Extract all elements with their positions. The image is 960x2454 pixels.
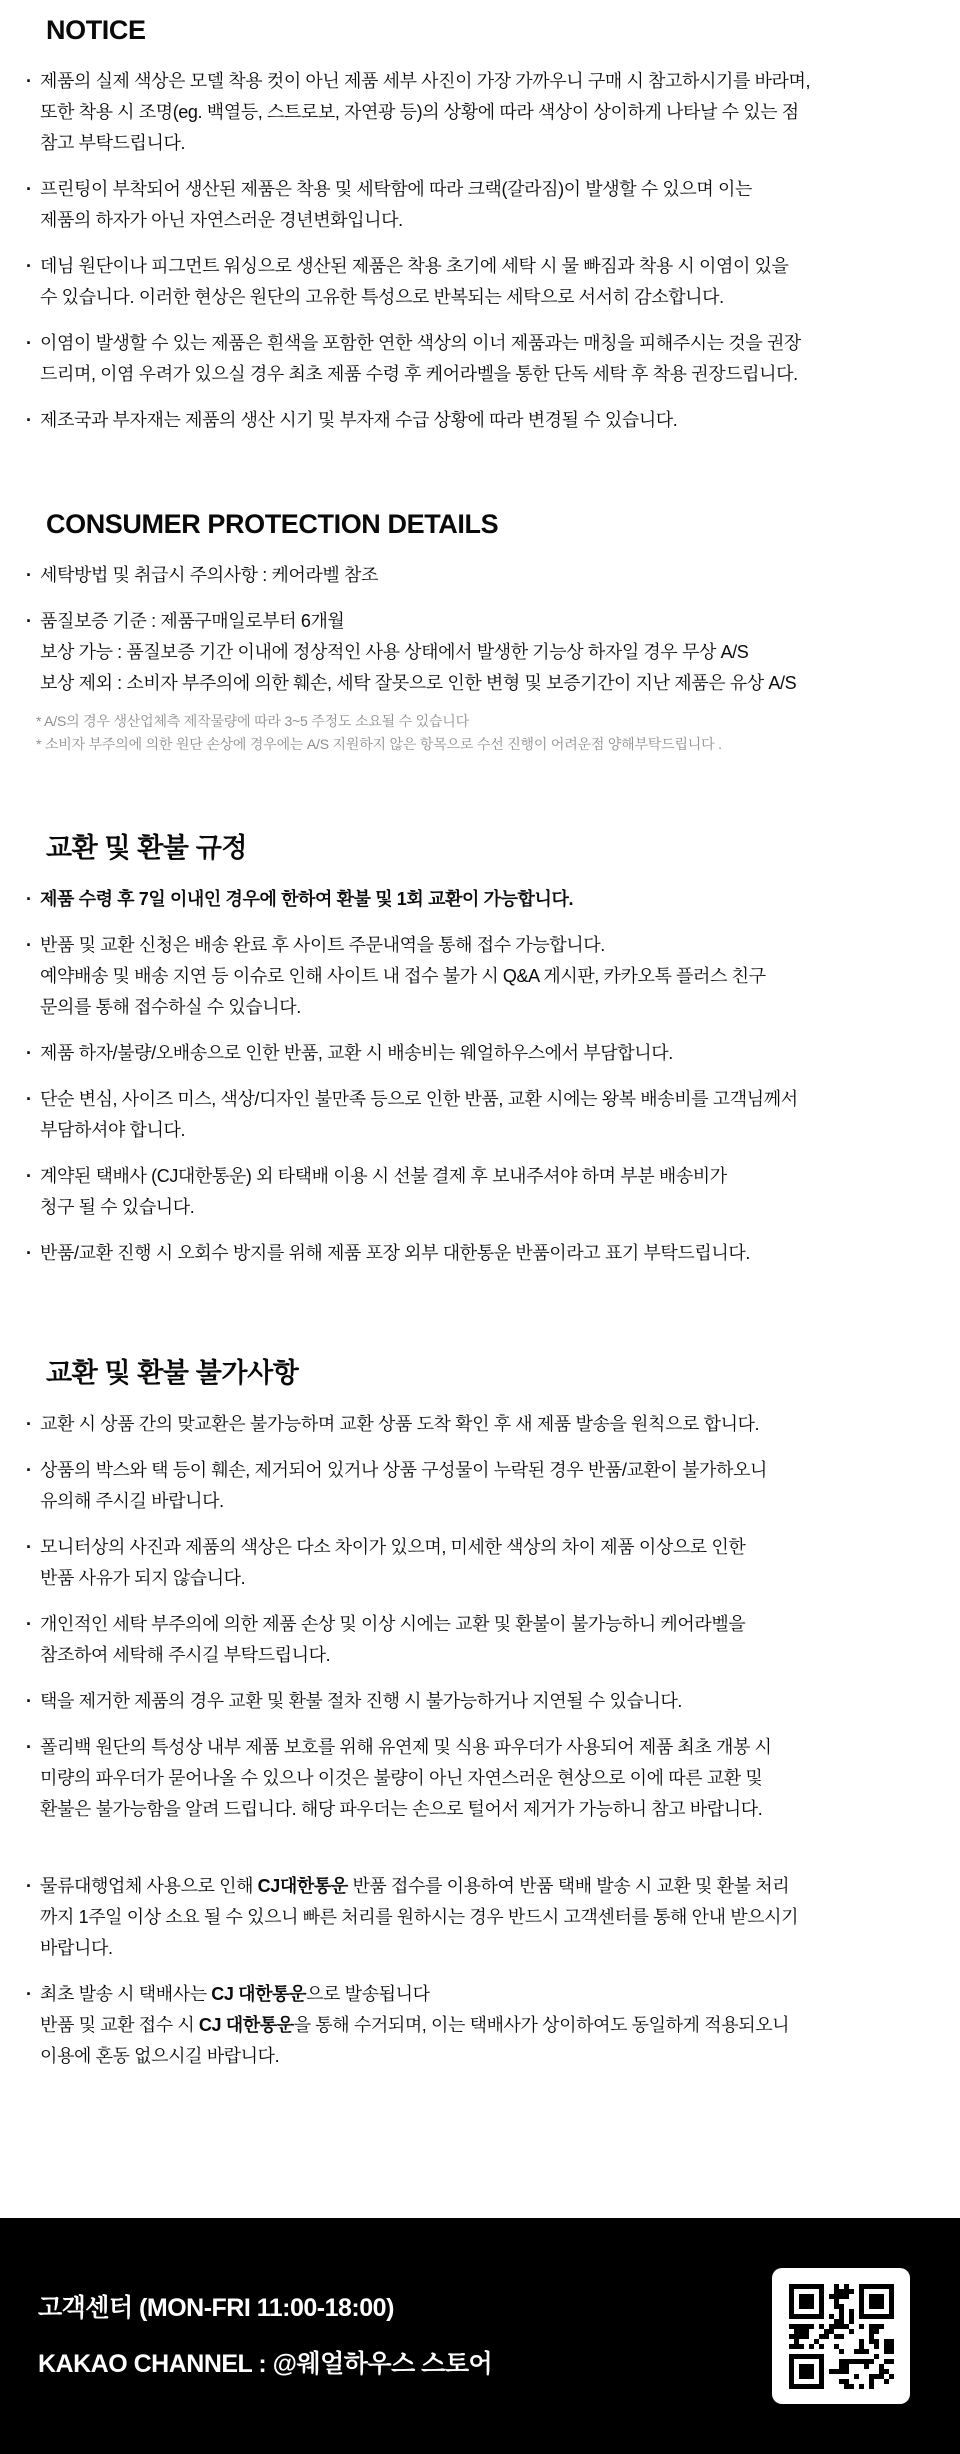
section-notice [0,14,960,436]
kakao-channel-qr-code [772,2268,910,2404]
bullet-item [0,560,960,591]
exchange-refund-exclusions-title: 교환 및 환불 불가사항 [46,1358,299,1388]
bullet-item [0,1871,960,1964]
exchange-refund-policy-body [0,884,960,1269]
exchange-refund-policy-title: 교환 및 환불 규정 [46,833,248,863]
text-line: 수 있습니다. 이러한 현상은 원단의 고유한 특성으로 반복되는 세탁으로 서서히 감소합니다. [40,287,724,307]
text-line: 미량의 파우더가 묻어나올 수 있으나 이것은 불량이 아닌 자연스러운 현상으로 이에 따른 교환 및 [40,1768,763,1788]
bullet-item [0,66,960,159]
bullet-dot-icon: · [26,1737,32,1757]
bullet-item [0,405,960,436]
bullet-item [0,884,960,915]
bullet-item [0,606,960,699]
text-line: 제품의 하자가 아닌 자연스러운 경년변화입니다. [40,210,403,230]
text-line: 제품 하자/불량/오배송으로 인한 반품, 교환 시 배송비는 웨얼하우스에서 부담합니다. [40,1043,673,1063]
bullet-item [0,1161,960,1223]
bullet-item [0,1979,960,2072]
bullet-item [0,1409,960,1440]
text-line: 부담하셔야 합니다. [40,1120,186,1140]
bullet-dot-icon: · [26,179,32,199]
notice-body [0,66,960,436]
text-line: 반품 및 교환 접수 시 CJ 대한통운을 통해 수거되며, 이는 택배사가 상이하여도 동일하게 적용되오니 [40,2015,790,2035]
bullet-dot-icon: · [26,1537,32,1557]
text-line: 프린팅이 부착되어 생산된 제품은 착용 및 세탁함에 따라 크랙(갈라짐)이 발생할 수 있으며 이는 [40,179,752,199]
qr-pattern [789,2284,894,2389]
bullet-dot-icon: · [26,565,32,585]
text-line: 세탁방법 및 취급시 주의사항 : 케어라벨 참조 [40,565,378,585]
text-line: 환불은 불가능함을 알려 드립니다. 해당 파우더는 손으로 털어서 제거가 가능하니 참고 바랍니다. [40,1799,763,1819]
text-line: 개인적인 세탁 부주의에 의한 제품 손상 및 이상 시에는 교환 및 환불이 불가능하니 케어라벨을 [40,1614,746,1634]
text-line: 데님 원단이나 피그먼트 워싱으로 생산된 제품은 착용 초기에 세탁 시 물 빠짐과 착용 시 이염이 있을 [40,256,789,276]
bullet-item [0,1732,960,1825]
bullet-dot-icon: · [26,1414,32,1434]
section-exchange-refund-exclusions [0,1357,960,2072]
section-exchange-refund-policy [0,832,960,1269]
consumer-protection-body [0,560,960,756]
text-line: 품질보증 기준 : 제품구매일로부터 6개월 [40,611,345,631]
note-item [0,710,960,756]
text-line: 또한 착용 시 조명(eg. 백열등, 스트로보, 자연광 등)의 상황에 따라 색상이 상이하게 나타날 수 있는 점 [40,102,799,122]
text-line: 모니터상의 사진과 제품의 색상은 다소 차이가 있으며, 미세한 색상의 차이 제품 이상으로 인한 [40,1537,746,1557]
notice-title: NOTICE [46,15,146,45]
text-line: 물류대행업체 사용으로 인해 CJ대한통운 반품 접수를 이용하여 반품 택배 발송 시 교환 및 환불 처리 [40,1876,790,1896]
text-line: * A/S의 경우 생산업체측 제작물량에 따라 3~5 주정도 소요될 수 있습니다 [36,713,469,729]
bullet-item [0,328,960,390]
text-line: 유의해 주시길 바랍니다. [40,1491,224,1511]
text-line: 예약배송 및 배송 지연 등 이슈로 인해 사이트 내 접수 불가 시 Q&A 게시판, 카카오톡 플러스 친구 [40,966,766,986]
bullet-dot-icon: · [26,1691,32,1711]
text-line: 제품 수령 후 7일 이내인 경우에 한하여 환불 및 1회 교환이 가능합니다. [40,889,574,909]
bullet-item [0,174,960,236]
bullet-dot-icon: · [26,1043,32,1063]
bullet-item [0,1455,960,1517]
footer [0,2218,960,2454]
bullet-dot-icon: · [26,935,32,955]
section-consumer-protection [0,508,960,756]
text-line: 상품의 박스와 택 등이 훼손, 제거되어 있거나 상품 구성물이 누락된 경우 반품/교환이 불가하오니 [40,1460,767,1480]
text-line: 바랍니다. [40,1938,113,1958]
bullet-dot-icon: · [26,333,32,353]
bullet-item [0,251,960,313]
text-line: 반품 및 교환 신청은 배송 완료 후 사이트 주문내역을 통해 접수 가능합니다. [40,935,605,955]
text-line: 보상 제외 : 소비자 부주의에 의한 훼손, 세탁 잘못으로 인한 변형 및 보증기간이 지난 제품은 유상 A/S [40,673,797,693]
kakao-channel-handle: KAKAO CHANNEL : @웨얼하우스 스토어 [38,2350,493,2378]
bullet-item [0,1084,960,1146]
text-line: 보상 가능 : 품질보증 기간 이내에 정상적인 사용 상태에서 발생한 기능상 하자일 경우 무상 A/S [40,642,749,662]
text-line: * 소비자 부주의에 의한 원단 손상에 경우에는 A/S 지원하지 않은 항목으로 수선 진행이 어려운점 양해부탁드립니다 . [36,736,722,752]
text-line: 이염이 발생할 수 있는 제품은 흰색을 포함한 연한 색상의 이너 제품과는 매칭을 피해주시는 것을 권장 [40,333,801,353]
text-line: 참조하여 세탁해 주시길 부탁드립니다. [40,1645,331,1665]
text-line: 청구 될 수 있습니다. [40,1197,195,1217]
bullet-dot-icon: · [26,71,32,91]
bullet-item [0,930,960,1023]
footer-text-block [38,2293,492,2379]
bullet-dot-icon: · [26,1089,32,1109]
text-line: 반품 사유가 되지 않습니다. [40,1568,246,1588]
bullet-item [0,1038,960,1069]
bullet-dot-icon: · [26,1984,32,2004]
customer-center-hours: 고객센터 (MON-FRI 11:00-18:00) [38,2294,394,2322]
text-line: 폴리백 원단의 특성상 내부 제품 보호를 위해 유연제 및 식용 파우더가 사용되어 제품 최초 개봉 시 [40,1737,772,1757]
text-line: 최초 발송 시 택배사는 CJ 대한통운으로 발송됩니다 [40,1984,430,2004]
bullet-dot-icon: · [26,1614,32,1634]
text-line: 계약된 택배사 (CJ대한통운) 외 타택배 이용 시 선불 결제 후 보내주셔야 하며 부분 배송비가 [40,1166,727,1186]
bullet-dot-icon: · [26,256,32,276]
bullet-dot-icon: · [26,1166,32,1186]
bullet-dot-icon: · [26,410,32,430]
bullet-item [0,1238,960,1269]
consumer-protection-title: CONSUMER PROTECTION DETAILS [46,509,499,539]
text-line: 까지 1주일 이상 소요 될 수 있으니 빠른 처리를 원하시는 경우 반드시 고객센터를 통해 안내 받으시기 [40,1907,799,1927]
bullet-dot-icon: · [26,889,32,909]
exchange-refund-exclusions-body [0,1409,960,2072]
text-line: 문의를 통해 접수하실 수 있습니다. [40,997,301,1017]
text-line: 교환 시 상품 간의 맞교환은 불가능하며 교환 상품 도착 확인 후 새 제품 발송을 원칙으로 합니다. [40,1414,760,1434]
text-line: 제조국과 부자재는 제품의 생산 시기 및 부자재 수급 상황에 따라 변경될 수 있습니다. [40,410,678,430]
bullet-item [0,1686,960,1717]
bullet-item [0,1609,960,1671]
bullet-dot-icon: · [26,1460,32,1480]
text-line: 택을 제거한 제품의 경우 교환 및 환불 절차 진행 시 불가능하거나 지연될 수 있습니다. [40,1691,683,1711]
text-line: 제품의 실제 색상은 모델 착용 컷이 아닌 제품 세부 사진이 가장 가까우니 구매 시 참고하시기를 바라며, [40,71,811,91]
bullet-dot-icon: · [26,1876,32,1896]
text-line: 반품/교환 진행 시 오회수 방지를 위해 제품 포장 외부 대한통운 반품이라고 표기 부탁드립니다. [40,1243,750,1263]
bullet-dot-icon: · [26,1243,32,1263]
text-line: 참고 부탁드립니다. [40,133,186,153]
text-line: 이용에 혼동 없으시길 바랍니다. [40,2046,280,2066]
text-line: 단순 변심, 사이즈 미스, 색상/디자인 불만족 등으로 인한 반품, 교환 시에는 왕복 배송비를 고객님께서 [40,1089,798,1109]
bullet-dot-icon: · [26,611,32,631]
text-line: 드리며, 이염 우려가 있으실 경우 최초 제품 수령 후 케어라벨을 통한 단독 세탁 후 착용 권장드립니다. [40,364,798,384]
bullet-item [0,1532,960,1594]
